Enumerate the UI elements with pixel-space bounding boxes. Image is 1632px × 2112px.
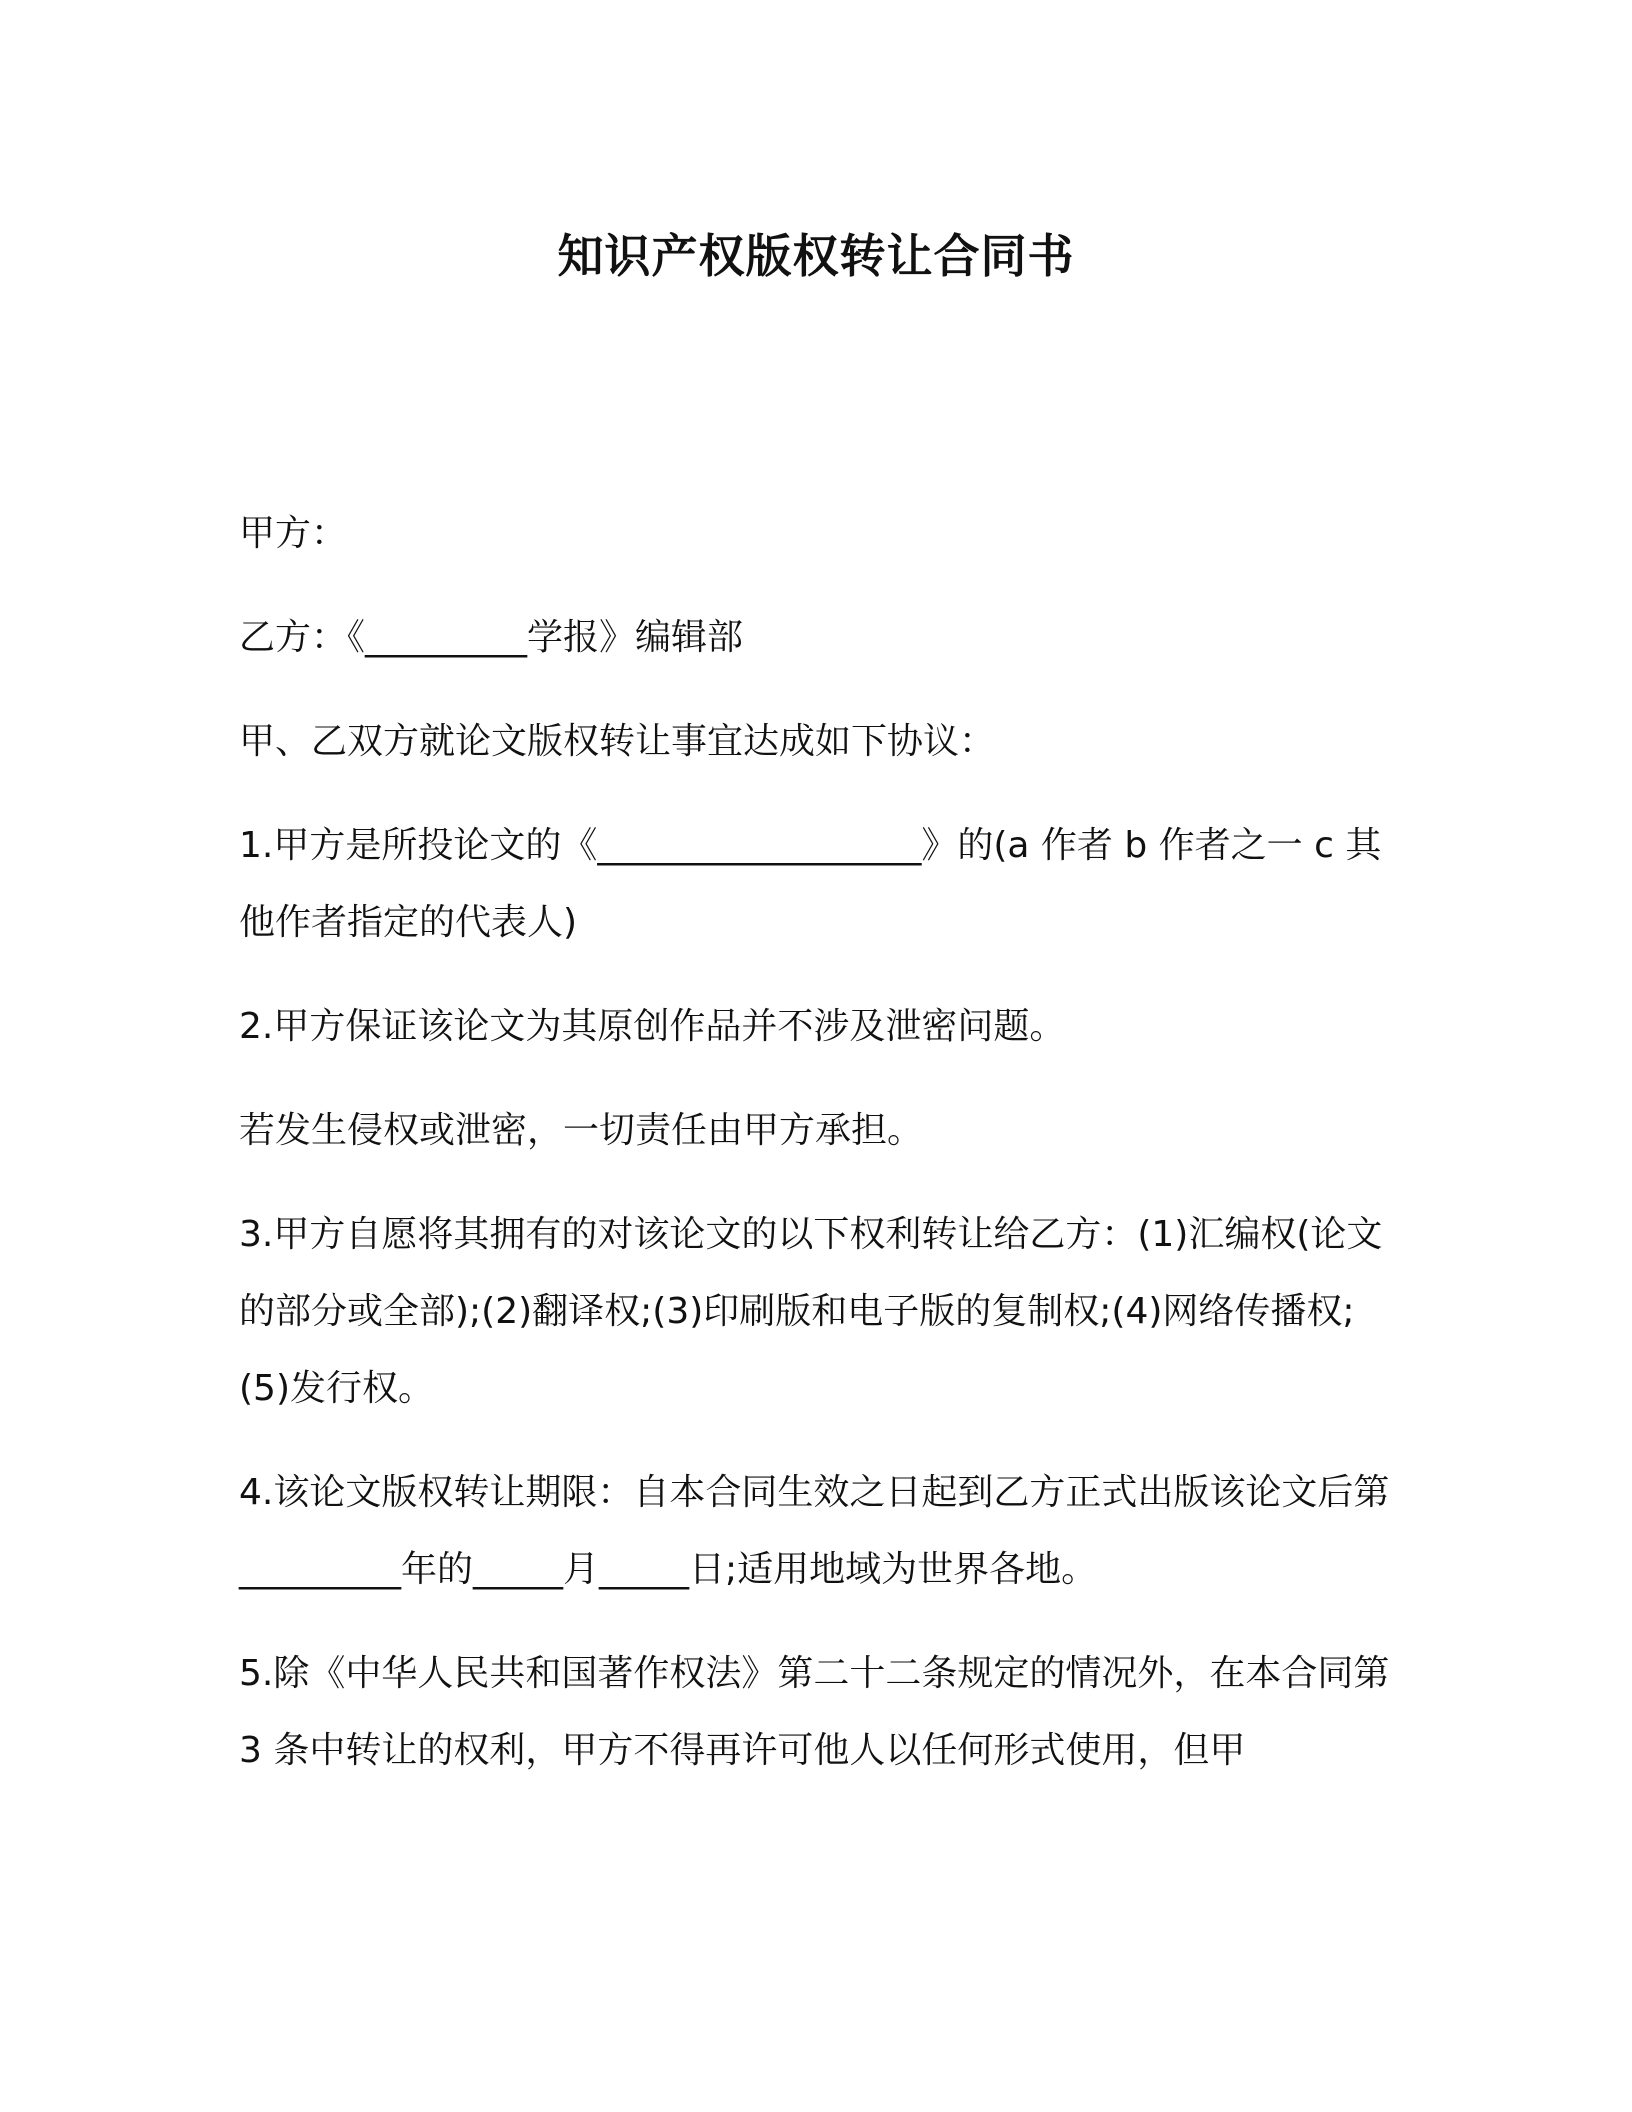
clause-1: 1.甲方是所投论文的《__________________》的(a 作者 b 作者之一 c 其他作者指定的代表人): [239, 825, 1382, 943]
party-a-line: 甲方：: [239, 513, 348, 554]
document-body: [239, 495, 1399, 1816]
clause-4: 4.该论文版权转让期限：自本合同生效之日起到乙方正式出版该论文后第_________年的_____月_____日;适用地域为世界各地。: [239, 1472, 1390, 1590]
clause-5: 5.除《中华人民共和国著作权法》第二十二条规定的情况外，在本合同第 3 条中转让的权利，甲方不得再许可他人以任何形式使用，但甲: [239, 1653, 1390, 1771]
clause-2-continued: 若发生侵权或泄密，一切责任由甲方承担。: [239, 1110, 924, 1151]
document-title: 知识产权版权转让合同书: [557, 229, 1075, 283]
clause-2: 2.甲方保证该论文为其原创作品并不涉及泄密问题。: [239, 1006, 1066, 1047]
clause-3: 3.甲方自愿将其拥有的对该论文的以下权利转让给乙方：(1)汇编权(论文的部分或全部);(2)翻译权;(3)印刷版和电子版的复制权;(4)网络传播权;(5)发行权。: [239, 1214, 1383, 1409]
agreement-intro: 甲、乙双方就论文版权转让事宜达成如下协议：: [239, 721, 996, 762]
party-b-line: 乙方：《_________学报》编辑部: [239, 617, 744, 658]
